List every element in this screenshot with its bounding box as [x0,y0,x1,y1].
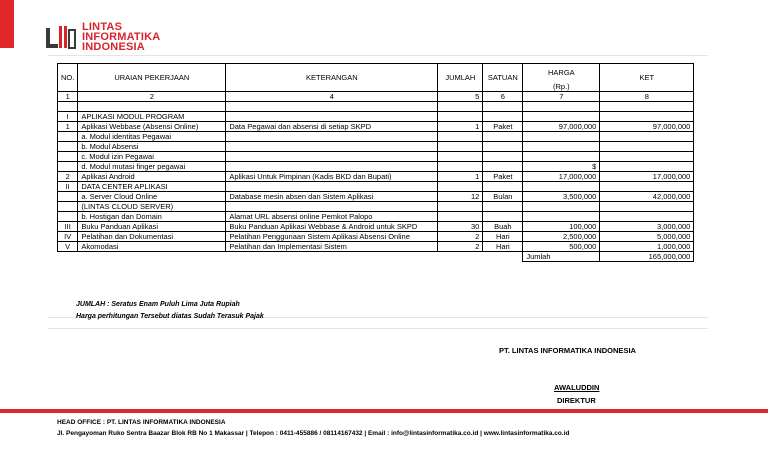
row-keterangan: Pelatihan dan Implementasi Sistem [226,242,438,252]
terbilang-note: JUMLAH : Seratus Enam Puluh Lima Juta Rupiah [76,301,240,308]
row-total [600,132,694,142]
footer-address: Jl. Pengayoman Ruko Sentra Baazar Blok RB No 1 Makassar | Telepon : 0411-455886 / 08114167432 | Email : info@lintasinformatika.co.id | www.lintasinformatika.co.id [57,430,570,437]
row-total [600,202,694,212]
table-row [58,232,694,242]
table-row [58,172,694,182]
header-harga: HARGA [523,64,600,82]
row-uraian: APLIKASI MODUL PROGRAM [78,112,226,122]
table-row [58,182,694,192]
row-uraian: c. Modul izin Pegawai [78,152,226,162]
logo-mark-icon [45,24,79,50]
colnum-cell: 4 [226,92,438,102]
row-total: 42,000,000 [600,192,694,202]
row-harga [523,112,600,122]
table-row [58,112,694,122]
row-harga: 17,000,000 [523,172,600,182]
row-satuan: Paket [483,172,523,182]
row-satuan: Hari [483,232,523,242]
header-ket: KET [600,64,694,92]
row-uraian: b. Modul Absensi [78,142,226,152]
row-keterangan: Database mesin absen dan Sistem Aplikasi [226,192,438,202]
row-no [58,152,78,162]
table-row [58,192,694,202]
row-total [600,112,694,122]
row-no: IV [58,232,78,242]
total-row [58,252,694,262]
colnum-cell: 7 [523,92,600,102]
row-jumlah [438,212,483,222]
row-harga: $ [523,162,600,172]
row-no: 1 [58,122,78,132]
row-keterangan: Alamat URL absensi online Pemkot Palopo [226,212,438,222]
row-uraian: d. Modul mutasi finger pegawai [78,162,226,172]
row-satuan [483,212,523,222]
row-satuan [483,132,523,142]
row-harga [523,212,600,222]
signature-company: PT. LINTAS INFORMATIKA INDONESIA [499,346,636,355]
signature-name: AWALUDDIN [554,383,600,392]
row-total [600,152,694,162]
row-no [58,202,78,212]
row-satuan [483,202,523,212]
table-row [58,142,694,152]
spacer-row [58,102,694,112]
row-harga: 3,500,000 [523,192,600,202]
table-row [58,162,694,172]
table-row [58,212,694,222]
row-no: V [58,242,78,252]
row-harga: 100,000 [523,222,600,232]
logo-line-3: INDONESIA [82,41,145,53]
colnum-cell: 2 [78,92,226,102]
row-no: II [58,182,78,192]
row-uraian: b. Hostigan dan Domain [78,212,226,222]
row-jumlah: 1 [438,172,483,182]
header-satuan: SATUAN [483,64,523,92]
row-satuan: Hari [483,242,523,252]
sheet-gridline [48,328,708,329]
table-row [58,202,694,212]
row-total [600,142,694,152]
row-jumlah [438,112,483,122]
row-jumlah [438,152,483,162]
row-total: 3,000,000 [600,222,694,232]
row-jumlah [438,142,483,152]
row-satuan: Bulan [483,192,523,202]
row-uraian: Akomodasi [78,242,226,252]
footer-accent-bar [0,409,768,413]
total-value: 165,000,000 [600,252,694,262]
row-harga [523,152,600,162]
logo-line-2: INFORMATIKA [82,31,161,43]
colnum-cell: 6 [483,92,523,102]
row-satuan [483,152,523,162]
cost-table [57,63,694,262]
row-harga: 500,000 [523,242,600,252]
row-jumlah: 30 [438,222,483,232]
header-uraian: URAIAN PEKERJAAN [78,64,226,92]
row-total [600,212,694,222]
row-no: III [58,222,78,232]
table-header-row [58,64,694,82]
row-jumlah: 2 [438,232,483,242]
table-row [58,152,694,162]
row-no [58,162,78,172]
row-jumlah [438,162,483,172]
row-uraian: Pelatihan dan Dokumentasi [78,232,226,242]
row-jumlah [438,132,483,142]
colnum-cell: 1 [58,92,78,102]
row-keterangan [226,152,438,162]
row-no [58,142,78,152]
row-harga: 2,500,000 [523,232,600,242]
company-logo [45,22,160,52]
row-uraian: DATA CENTER APLIKASI [78,182,226,192]
row-total: 5,000,000 [600,232,694,242]
row-keterangan [226,202,438,212]
row-keterangan: Aplikasi Untuk Pimpinan (Kadis BKD dan Bupati) [226,172,438,182]
row-uraian: a. Server Cloud Online [78,192,226,202]
row-total [600,162,694,172]
column-number-row [58,92,694,102]
row-satuan [483,182,523,192]
row-total [600,182,694,192]
logo-line-1: LINTAS [82,21,123,33]
row-keterangan [226,182,438,192]
row-uraian: Aplikasi Webbase (Absensi Online) [78,122,226,132]
row-satuan [483,112,523,122]
header-no: NO. [58,64,78,92]
row-harga [523,132,600,142]
row-satuan [483,142,523,152]
row-jumlah [438,202,483,212]
sheet-gridline [48,55,708,56]
total-label: Jumlah [523,252,600,262]
row-jumlah: 1 [438,122,483,132]
row-harga [523,142,600,152]
row-keterangan: Pelatihan Penggunaan Sistem Aplikasi Absensi Online [226,232,438,242]
row-jumlah: 12 [438,192,483,202]
row-no [58,212,78,222]
header-keterangan: KETERANGAN [226,64,438,92]
row-total: 97,000,000 [600,122,694,132]
row-uraian: Aplikasi Android [78,172,226,182]
row-keterangan [226,142,438,152]
tax-note: Harga perhitungan Tersebut diatas Sudah Terasuk Pajak [76,313,264,320]
row-satuan: Paket [483,122,523,132]
signature-title: DIREKTUR [557,396,596,405]
row-keterangan [226,162,438,172]
table-row [58,132,694,142]
colnum-cell: 8 [600,92,694,102]
row-uraian: (LINTAS CLOUD SERVER) [78,202,226,212]
row-uraian: a. Modul identitas Pegawai [78,132,226,142]
row-total: 17,000,000 [600,172,694,182]
colnum-cell: 5 [438,92,483,102]
row-total: 1,000,000 [600,242,694,252]
row-keterangan: Data Pegawai dan absensi di setiap SKPD [226,122,438,132]
table-row [58,122,694,132]
header-jumlah: JUMLAH [438,64,483,92]
row-no [58,192,78,202]
left-accent-bar [0,0,14,48]
row-harga: 97,000,000 [523,122,600,132]
row-jumlah [438,182,483,192]
table-row [58,242,694,252]
row-keterangan [226,112,438,122]
footer-head-office: HEAD OFFICE : PT. LINTAS INFORMATIKA INDONESIA [57,419,226,426]
row-satuan: Buah [483,222,523,232]
row-satuan [483,162,523,172]
row-no: 2 [58,172,78,182]
logo-text [82,22,160,52]
row-jumlah: 2 [438,242,483,252]
row-harga [523,202,600,212]
row-keterangan: Buku Panduan Aplikasi Webbase & Android untuk SKPD [226,222,438,232]
table-row [58,222,694,232]
header-harga-unit: (Rp.) [523,82,600,92]
row-no: I [58,112,78,122]
row-uraian: Buku Panduan Aplikasi [78,222,226,232]
row-harga [523,182,600,192]
row-no [58,132,78,142]
row-keterangan [226,132,438,142]
